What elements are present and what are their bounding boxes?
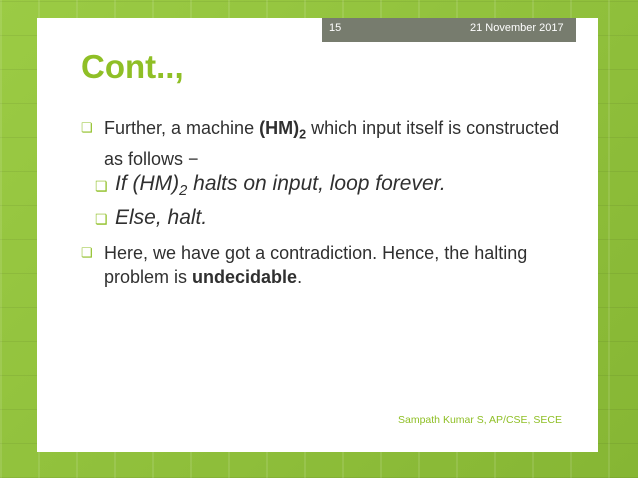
sub-bullet-icon: ❏	[95, 178, 108, 194]
slide-number: 15	[329, 22, 342, 34]
bullet-icon: ❏	[81, 245, 93, 260]
bullet-icon: ❏	[81, 120, 93, 135]
bullet-text-1: Further, a machine $(HM)_2$ which input itself is constructed as follows −	[104, 118, 560, 169]
bullet-text-2: Here, we have got a contradiction. Hence, the halting problem is undecidable.	[104, 243, 528, 287]
sub-bullet-text-1: If $(HM)_2$ halts on input, loop forever.	[115, 172, 446, 200]
sub-bullet-text-2: Else, halt.	[115, 206, 208, 229]
sub-bullet-icon: ❏	[95, 211, 108, 227]
footer-author: Sampath Kumar S, AP/CSE, SECE	[398, 414, 562, 426]
slide-date: 21 November 2017	[470, 22, 564, 34]
slide-title: Cont..,	[81, 48, 184, 85]
